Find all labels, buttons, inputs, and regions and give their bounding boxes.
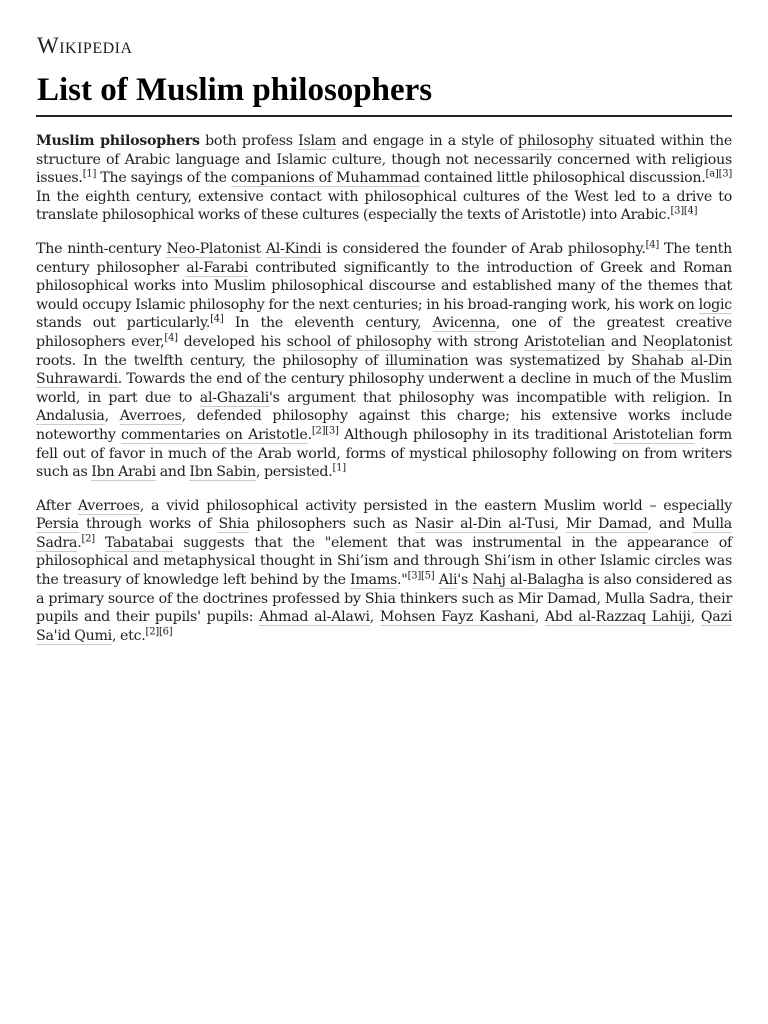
wiki-link[interactable]: commentaries on Aristotle xyxy=(121,426,308,443)
wiki-link[interactable]: philosophy xyxy=(518,133,594,149)
wiki-link[interactable]: Shahab al-Din Suhrawardi xyxy=(36,352,733,388)
body-text: The tenth century philosopher xyxy=(36,240,733,276)
wiki-link[interactable]: school of philosophy xyxy=(286,333,432,350)
bold-term: Muslim philosophers xyxy=(36,133,200,149)
wiki-link[interactable]: companions of Muhammad xyxy=(230,170,420,187)
page-title: List of Muslim philosophers xyxy=(37,72,433,108)
citation-link[interactable]: [3] xyxy=(325,425,339,437)
body-text: , defended philosophy against this charge; his extensive works include noteworthy xyxy=(36,408,732,443)
body-text: . xyxy=(307,426,312,443)
citation-link[interactable]: [5] xyxy=(421,570,435,582)
wiki-link[interactable]: Al-Kindi xyxy=(265,240,322,257)
body-text: with strong xyxy=(431,333,525,350)
wiki-link[interactable]: Persia xyxy=(36,516,79,533)
title-divider xyxy=(36,115,732,117)
wiki-link[interactable]: Tabatabai xyxy=(104,534,174,551)
body-text: In the eleventh century, xyxy=(223,315,433,332)
citation-link[interactable]: [1] xyxy=(82,168,97,180)
citation-link[interactable]: [2] xyxy=(145,626,159,638)
paragraph-2 xyxy=(36,240,732,482)
body-text: Although philosophy in its traditional xyxy=(338,426,613,443)
body-text: , and xyxy=(647,516,693,533)
wiki-link[interactable]: Ali xyxy=(438,572,458,589)
wiki-link[interactable]: Avicenna xyxy=(432,315,496,332)
wiki-link[interactable]: Islam xyxy=(298,133,337,149)
body-text: stands out particularly. xyxy=(36,315,211,332)
body-text: . xyxy=(77,534,82,551)
citation-link[interactable]: [1] xyxy=(332,462,346,474)
body-text: contributed significantly to the introduction of Greek and Roman philosophical works into Muslim philosophical discourse and established many of the themes that would occupy Islamic philosophy for the next centuries; in his broad-ranging work, his work on xyxy=(36,259,732,313)
paragraph-1 xyxy=(36,132,732,225)
wiki-link[interactable]: Ahmad al-Alawi xyxy=(259,609,370,626)
citation-link[interactable]: [a] xyxy=(705,168,719,180)
body-text: , a vivid philosophical activity persisted in the eastern Muslim world – especially xyxy=(139,497,732,514)
wiki-link[interactable]: Mohsen Fayz Kashani xyxy=(379,609,535,626)
body-text: developed his xyxy=(177,333,287,350)
body-text: , xyxy=(690,609,701,626)
citation-link[interactable]: [4] xyxy=(683,205,698,217)
wiki-link[interactable]: Mir Damad xyxy=(565,516,648,533)
body-text: , xyxy=(369,609,380,626)
body-text: both profess xyxy=(199,133,299,149)
body-text: , xyxy=(554,516,566,533)
wiki-link[interactable]: Mulla Sadra xyxy=(36,516,732,551)
wiki-link[interactable]: Nahj al-Balagha xyxy=(472,572,584,589)
citation-link[interactable]: [3] xyxy=(718,168,732,180)
body-text: contained little philosophical discussion. xyxy=(419,170,706,187)
citation-link[interactable]: [3] xyxy=(407,570,422,582)
body-text: situated within the structure of Arabic language and Islamic culture, though not necessarily concerned with religious issues. xyxy=(36,133,732,187)
body-text: , one of the greatest creative philosophers ever, xyxy=(36,315,732,350)
wiki-link[interactable]: Aristotelian xyxy=(524,333,606,350)
body-text: The sayings of the xyxy=(96,170,231,187)
wiki-link[interactable]: Averroes xyxy=(119,408,182,425)
citation-link[interactable]: [3] xyxy=(670,205,684,217)
wiki-link[interactable]: Aristotelian xyxy=(612,426,694,443)
wiki-link[interactable]: al-Farabi xyxy=(186,259,248,276)
body-text: form fell out of favor in much of the Arab world, forms of mystical philosophy following on from writers such as xyxy=(36,426,732,481)
citation-link[interactable]: [2] xyxy=(81,533,95,545)
body-text: , persisted. xyxy=(255,464,333,481)
body-text: , xyxy=(104,408,120,425)
body-text: 's xyxy=(457,572,473,589)
article-body xyxy=(36,132,732,660)
body-text: suggests that the "element that was instrumental in the appearance of philosophical and metaphysical thought in Shi’ism and through Shi’ism in other Islamic circles was the treasury of knowledge left behind by the xyxy=(36,534,732,589)
wiki-link[interactable]: Neoplatonist xyxy=(642,333,732,350)
body-text: is also considered as a primary source of the doctrines professed by Shia thinkers such as Mir Damad, Mulla Sadra, their pupils and their pupils' pupils: xyxy=(36,572,732,626)
wiki-link[interactable]: Neo-Platonist xyxy=(166,240,261,257)
wiki-link[interactable]: illumination xyxy=(385,352,469,369)
wiki-link[interactable]: Shia xyxy=(218,516,250,533)
body-text: , etc. xyxy=(111,627,146,644)
body-text: . Towards the end of the century philosophy underwent a decline in much of the Muslim world, in part due to xyxy=(36,371,732,406)
body-text xyxy=(95,535,105,551)
body-text: was systematized by xyxy=(468,352,632,369)
wiki-link[interactable]: Ibn Arabi xyxy=(91,464,156,481)
citation-link[interactable]: [4] xyxy=(210,313,224,325)
body-text: The ninth-century xyxy=(36,240,167,257)
body-text: and xyxy=(155,464,190,481)
body-text: philosophers such as xyxy=(249,516,415,533)
body-text: is considered the founder of Arab philosophy. xyxy=(321,240,646,257)
citation-link[interactable]: [2] xyxy=(311,425,326,437)
wiki-link[interactable]: Qazi Sa'id Qumi xyxy=(36,609,732,644)
paragraph-3 xyxy=(36,497,732,646)
body-text: and engage in a style of xyxy=(336,133,519,149)
wiki-link[interactable]: Andalusia xyxy=(36,408,105,425)
wiki-link[interactable]: al-Ghazali xyxy=(199,389,270,406)
body-text: and xyxy=(605,333,643,350)
body-text: After xyxy=(36,497,78,514)
wiki-link[interactable]: Nasir al-Din al-Tusi xyxy=(414,516,555,533)
wiki-link[interactable]: Imams xyxy=(350,572,398,589)
wiki-link[interactable]: Ibn Sabin xyxy=(189,464,256,481)
body-text: roots. In the twelfth century, the philosophy of xyxy=(36,352,386,369)
wikipedia-logo[interactable]: Wikipedia xyxy=(37,33,133,58)
citation-link[interactable]: [4] xyxy=(164,332,178,344)
body-text: 's argument that philosophy was incompatible with religion. In xyxy=(269,389,732,406)
body-text: , xyxy=(534,609,545,626)
wiki-link[interactable]: logic xyxy=(698,296,732,313)
body-text: ." xyxy=(397,572,408,589)
wiki-link[interactable]: Abd al-Razzaq Lahiji xyxy=(544,609,691,626)
wiki-link[interactable]: Averroes xyxy=(77,497,140,514)
body-text: In the eighth century, extensive contact with philosophical cultures of the West led to a drive to translate philosophical works of these cultures (especially the texts of Aristotle) into Arabic. xyxy=(36,188,732,224)
body-text: through works of xyxy=(78,516,219,533)
citation-link[interactable]: [6] xyxy=(158,626,173,638)
citation-link[interactable]: [4] xyxy=(645,239,660,251)
